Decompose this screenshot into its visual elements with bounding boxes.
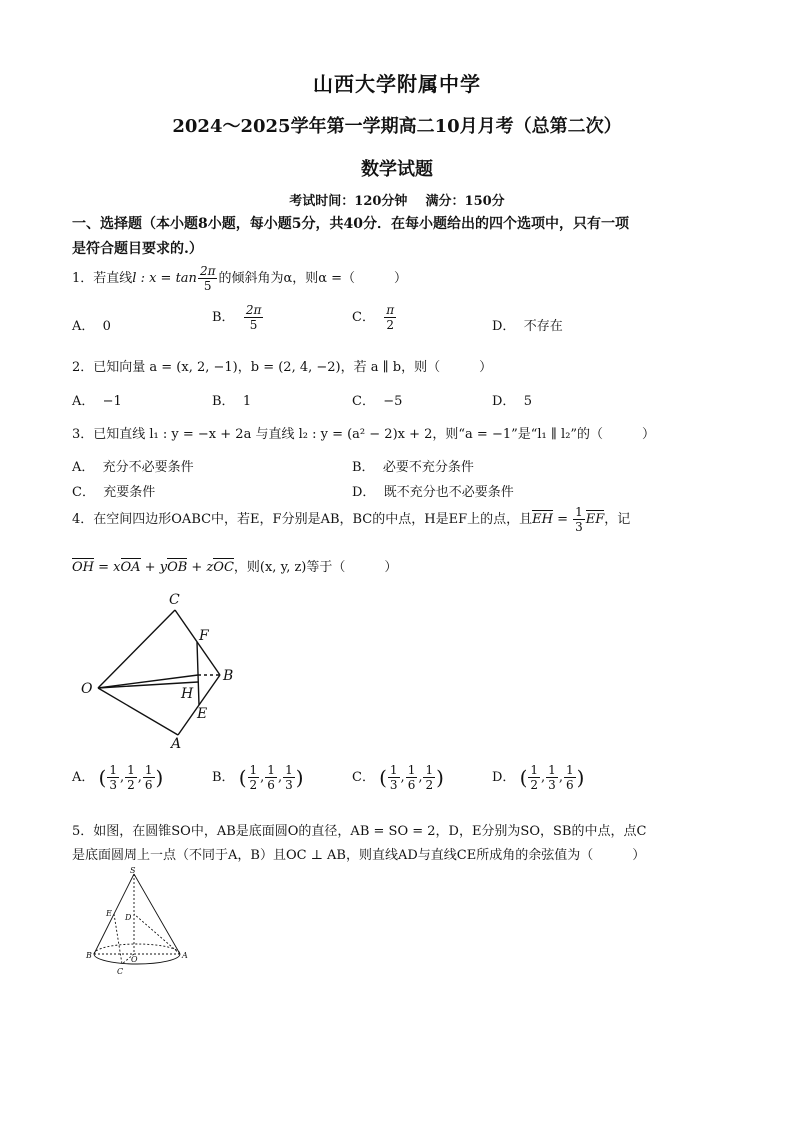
label-b: B	[86, 951, 92, 960]
frac-num: 1	[249, 763, 258, 777]
label-e: E	[106, 909, 112, 918]
q1-fraction	[198, 264, 218, 293]
option-letter: A．	[72, 770, 95, 785]
frac-den: 6	[407, 778, 416, 792]
q3-option-c	[72, 481, 155, 500]
frac-num: 1	[565, 763, 574, 777]
option-text: 0	[102, 319, 111, 334]
q4-text: 4．在空间四边形OABC中，若E，F分别是AB，BC的中点，H是EF上的点，且	[72, 512, 533, 527]
q4-option-a: A． ( $\frac{1}{3}$ , $\frac{1}{2}$ , $\frac{1}{6}$ )	[72, 763, 164, 792]
q4-term-y: + y	[140, 560, 168, 575]
frac-num: π	[386, 303, 395, 317]
q3-option-d	[352, 481, 514, 500]
school-name: 山西大学附属中学	[313, 72, 481, 96]
option-letter: C．	[352, 770, 375, 785]
frac-den: 2	[249, 778, 258, 792]
q4-equals: =	[552, 512, 573, 527]
frac-num: 1	[267, 763, 275, 777]
label-f: F	[199, 628, 209, 644]
option-letter: C．	[72, 485, 95, 500]
question-2: 2．已知向量 a = (x, 2, −1)，b = (2, 4, −2)，若 a ∥ b，则（ ）	[72, 360, 493, 375]
q1-line-symbol: l	[132, 271, 137, 286]
option-letter: B．	[352, 460, 375, 475]
q1-option-b	[212, 303, 264, 332]
q1-option-c	[352, 303, 397, 332]
q4-text-end: ，记	[604, 512, 631, 527]
option-text: 充要条件	[103, 485, 156, 500]
frac-num: 1	[109, 763, 117, 777]
frac-den: 3	[575, 520, 583, 534]
q5-cone-figure	[82, 866, 192, 982]
question-5-line1: 5．如图，在圆锥SO中，AB是底面圆O的直径，AB = SO = 2，D，E分别为SO，SB的中点，点C	[72, 824, 647, 839]
frac-num: 1	[530, 763, 539, 777]
label-o: O	[81, 681, 93, 697]
frac-den: 6	[144, 778, 153, 792]
option-letter: B．	[212, 770, 235, 785]
paren-open: (	[379, 765, 387, 790]
frac-den: 2	[530, 778, 539, 792]
label-a: A	[182, 951, 188, 960]
vector-oc: OC	[213, 560, 234, 575]
frac-den: 3	[109, 778, 117, 792]
exam-meta: 考试时间：120分钟 满分：150分	[289, 194, 505, 209]
label-b: B	[223, 668, 234, 684]
q2-option-b	[212, 390, 251, 409]
question-4-line1	[72, 505, 630, 534]
vector-eh: EH	[532, 512, 553, 527]
option-letter: D．	[492, 319, 516, 334]
option-text: −5	[383, 394, 403, 409]
q2-option-c	[352, 390, 402, 409]
option-letter: A．	[72, 460, 95, 475]
frac-num: 1	[389, 763, 398, 777]
paren-open: (	[98, 765, 107, 790]
frac-num: 1	[575, 505, 583, 519]
q2-option-a	[72, 390, 122, 409]
option-letter: A．	[72, 319, 95, 334]
edge-oc	[98, 610, 175, 688]
q1-suffix: 的倾斜角为α，则α =（ ）	[218, 271, 408, 286]
question-5-line2: 是底面圆周上一点（不同于A，B）且OC ⊥ AB，则直线AD与直线CE所成角的余弦值为（ ）	[72, 848, 646, 863]
option-text: 1	[242, 394, 252, 409]
label-a: A	[171, 736, 182, 752]
label-c: C	[169, 592, 180, 608]
paren-close: )	[576, 765, 585, 790]
option-text: 必要不充分条件	[382, 460, 474, 475]
q4-term-x: = x	[94, 560, 121, 575]
q3-option-a	[72, 456, 194, 475]
option-text: 既不充分也不必要条件	[383, 485, 514, 500]
q1-equation: : x = tan	[136, 271, 197, 286]
subject-title: 数学试题	[361, 159, 433, 180]
segment-ad	[134, 914, 180, 954]
q1-option-a	[72, 315, 111, 334]
exam-title: 2024～2025学年第一学期高二10月月考（总第二次）	[172, 116, 622, 137]
option-letter: C．	[352, 394, 375, 409]
option-fraction	[384, 303, 396, 332]
q4-text-end: ，则(x, y, z)等于（ ）	[233, 560, 398, 575]
q4-figure	[70, 585, 250, 755]
frac-num: 1	[144, 763, 153, 777]
q1-option-d	[492, 315, 563, 334]
frac-den: 3	[285, 778, 293, 792]
option-text: 充分不必要条件	[102, 460, 194, 475]
paren-close: )	[436, 765, 444, 790]
section-heading-line1: 一、选择题（本小题8小题，每小题5分，共40分．在每小题给出的四个选项中，只有一项	[72, 216, 629, 232]
option-fraction	[244, 303, 264, 332]
q4-option-c: C． ( $\frac{1}{3}$ , $\frac{1}{6}$ , $\frac{1}{2}$ )	[352, 763, 444, 792]
vector-ob: OB	[167, 560, 188, 575]
frac-num: 1	[407, 763, 416, 777]
q1-prefix: 1．若直线	[72, 271, 133, 286]
label-s: S	[130, 866, 136, 875]
frac-num: 2π	[245, 303, 262, 317]
q4-option-b: B． ( $\frac{1}{2}$ , $\frac{1}{6}$ , $\frac{1}{3}$ )	[212, 763, 304, 792]
frac-den: 6	[565, 778, 574, 792]
option-text: −1	[102, 394, 122, 409]
frac-den: 2	[386, 318, 394, 332]
q1-frac-num: 2π	[199, 264, 216, 278]
frac-num: 1	[425, 763, 434, 777]
q3-option-b	[352, 456, 474, 475]
vector-oh: OH	[72, 560, 94, 575]
frac-den: 5	[249, 318, 258, 332]
frac-den: 3	[389, 778, 398, 792]
label-d: D	[125, 913, 132, 922]
base-back-arc	[94, 944, 180, 954]
question-3: 3．已知直线 l₁ : y = −x + 2a 与直线 l₂ : y = (a² − 2)x + 2，则“a = −1”是“l₁ ∥ l₂”的（ ）	[72, 427, 656, 442]
option-letter: B．	[212, 310, 235, 325]
option-letter: D．	[492, 770, 516, 785]
question-1	[72, 264, 407, 293]
option-letter: D．	[352, 485, 376, 500]
q4-fraction	[573, 505, 585, 534]
q2-option-d	[492, 390, 532, 409]
option-letter: D．	[492, 394, 516, 409]
q4-term-z: + z	[187, 560, 214, 575]
label-o: O	[131, 955, 138, 964]
vector-oa: OA	[120, 560, 141, 575]
q1-frac-den: 5	[203, 279, 212, 293]
frac-den: 6	[267, 778, 275, 792]
generatrix-sa	[134, 874, 180, 954]
label-c: C	[117, 967, 124, 976]
frac-den: 3	[548, 778, 556, 792]
section-heading-line2: 是符合题目要求的.）	[72, 241, 203, 257]
paren-close: )	[155, 765, 164, 790]
frac-den: 2	[425, 778, 434, 792]
paren-close: )	[295, 765, 304, 790]
frac-num: 1	[285, 763, 293, 777]
option-letter: B．	[212, 394, 235, 409]
paren-open: (	[519, 765, 528, 790]
frac-num: 1	[548, 763, 556, 777]
option-text: 不存在	[523, 319, 563, 334]
paren-open: (	[238, 765, 247, 790]
label-e: E	[197, 706, 208, 722]
frac-num: 1	[127, 763, 135, 777]
question-4-line2	[72, 556, 397, 575]
segment-ce	[114, 914, 122, 964]
label-h: H	[181, 686, 194, 702]
option-text: 5	[523, 394, 532, 409]
edge-ao	[98, 688, 178, 735]
edge-fe	[197, 642, 199, 705]
option-letter: A．	[72, 394, 95, 409]
option-letter: C．	[352, 310, 375, 325]
q4-option-d: D． ( $\frac{1}{2}$ , $\frac{1}{3}$ , $\frac{1}{6}$ )	[492, 763, 585, 792]
frac-den: 2	[127, 778, 135, 792]
vector-ef: EF	[585, 512, 605, 527]
